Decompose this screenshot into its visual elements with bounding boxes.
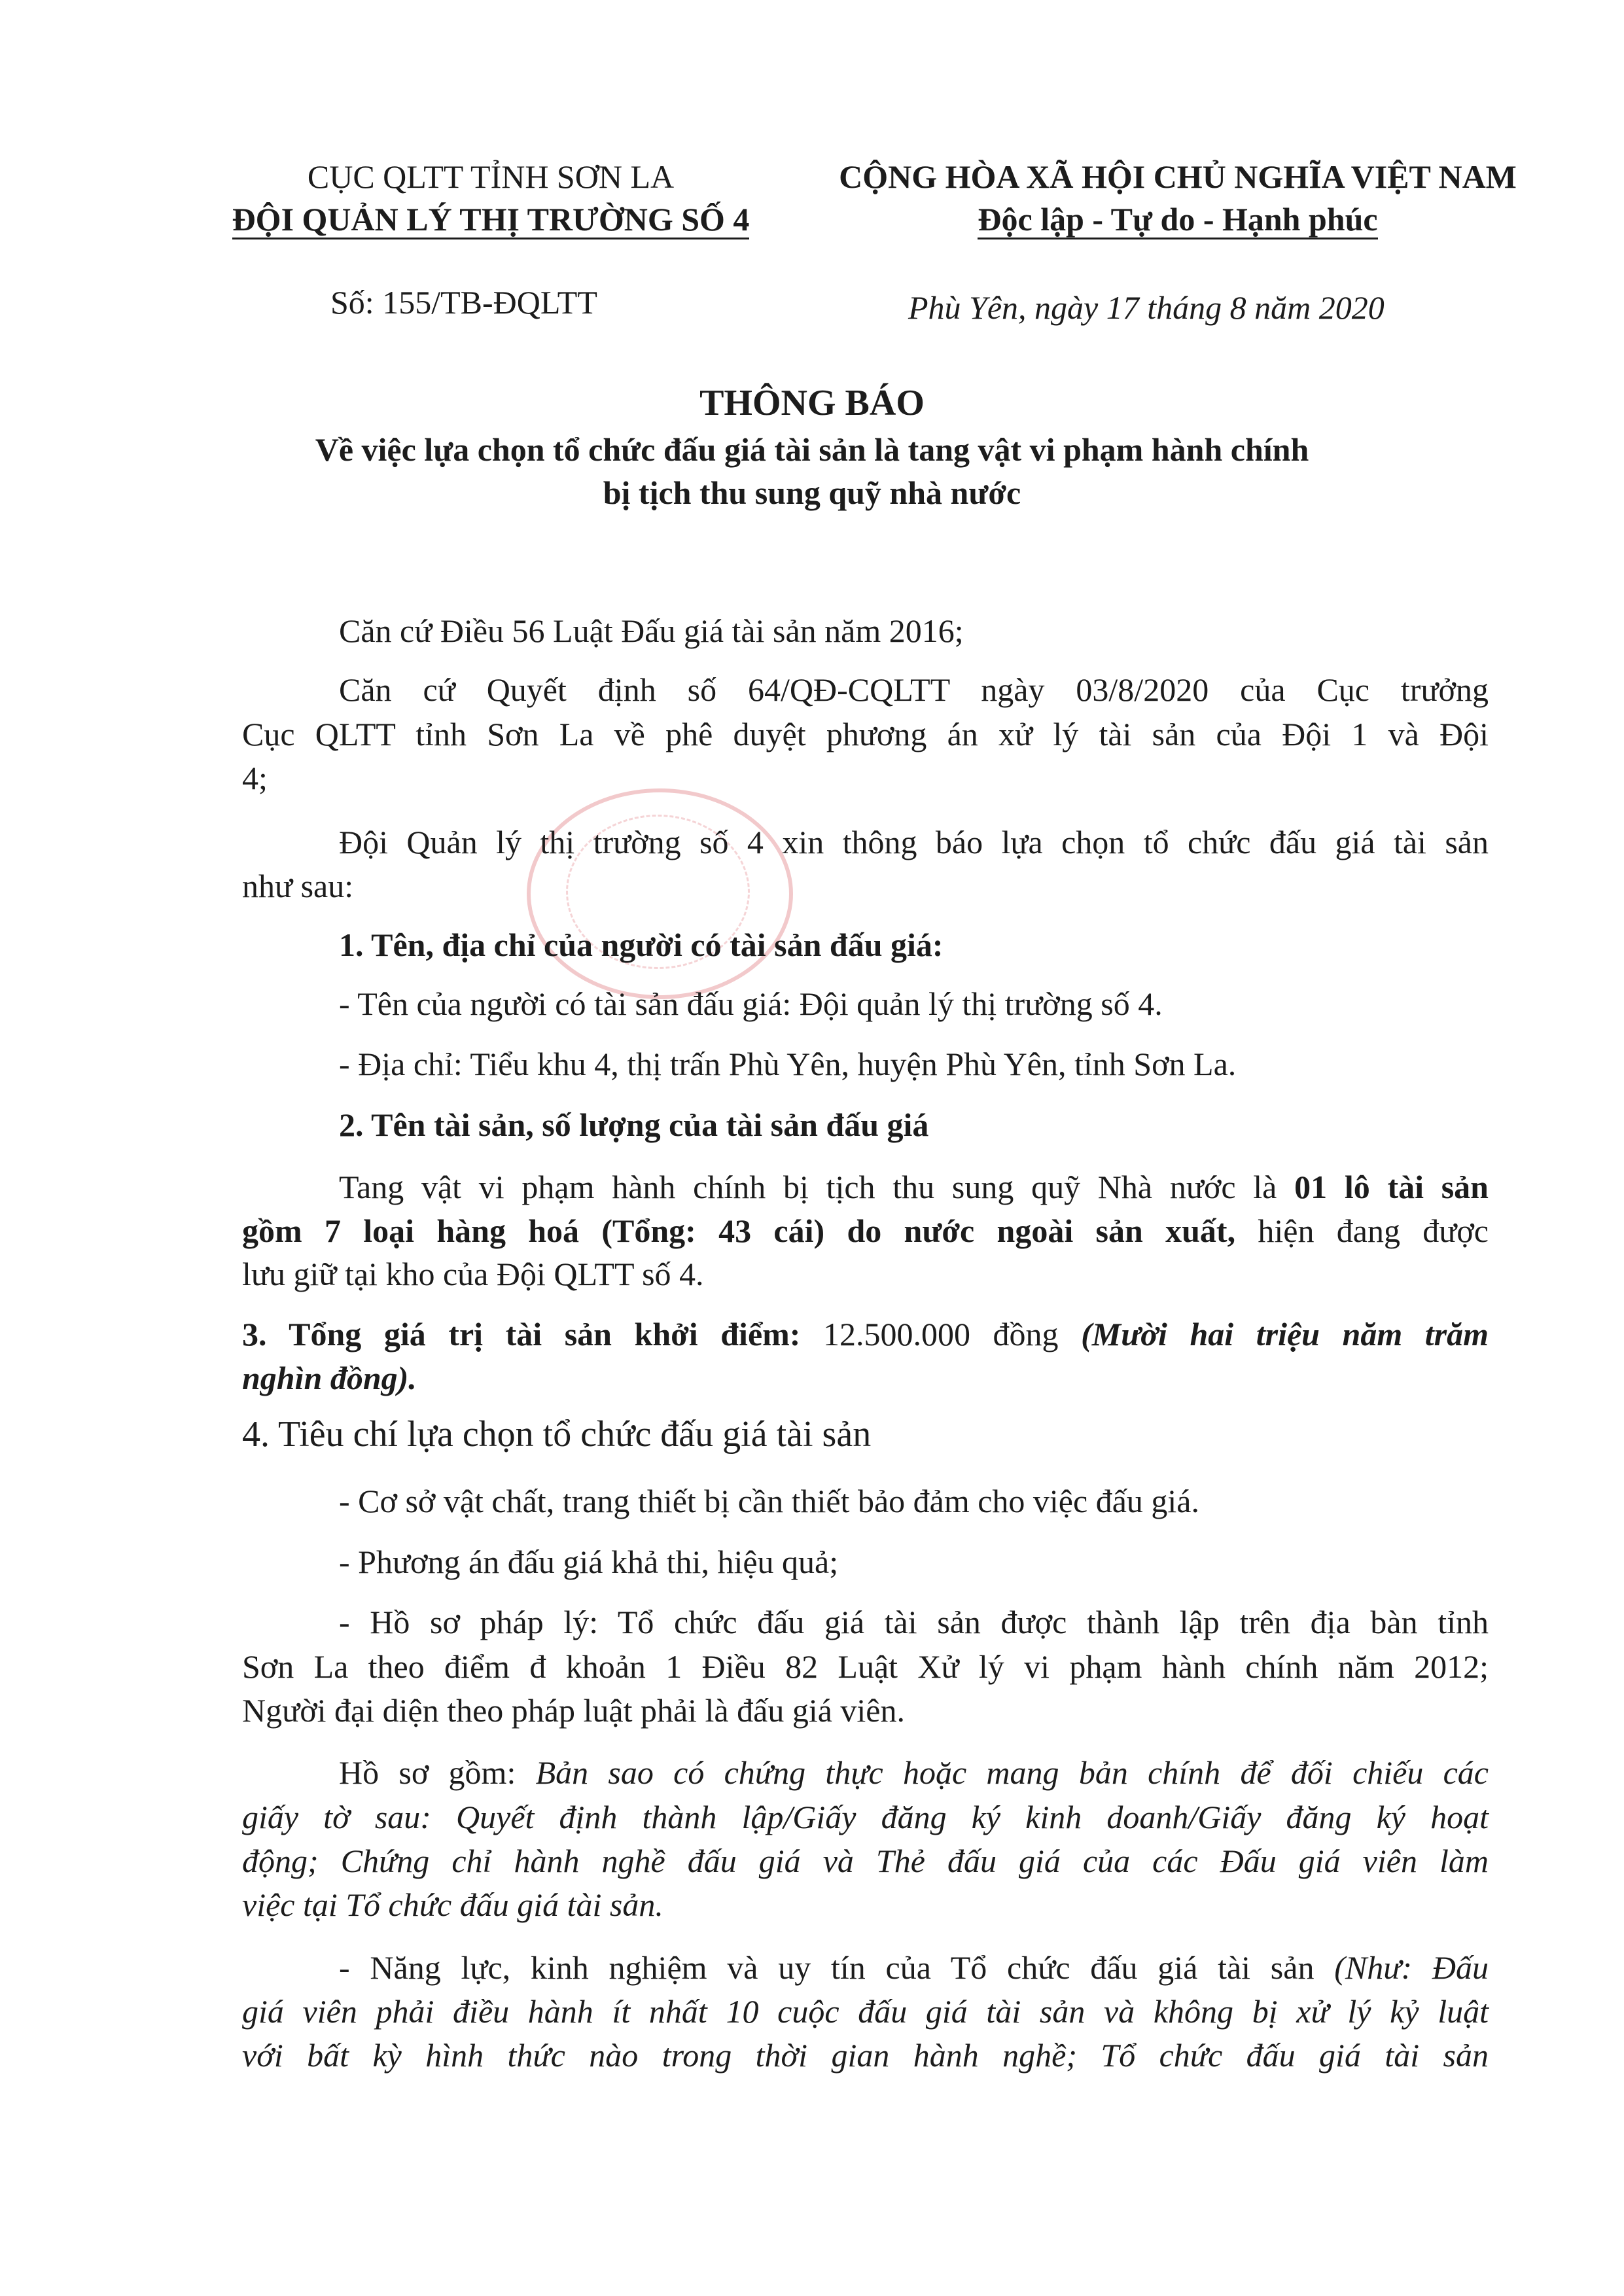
notice-line2: như sau: [242, 868, 354, 904]
motto [802, 200, 1554, 239]
legal-basis-2-line1: Căn cứ Quyết định số 64/QĐ-CQLTT ngày 03/8/2020 của Cục trưởng [339, 671, 1489, 708]
notice-line1: Đội Quản lý thị trường số 4 xin thông báo lựa chọn tổ chức đấu giá tài sản [339, 824, 1489, 860]
dossier-label: Hồ sơ gồm: [339, 1754, 536, 1791]
starting-price-label: 3. Tổng giá trị tài sản khởi điểm: [242, 1316, 801, 1352]
starting-price-line2: nghìn đồng). [242, 1360, 417, 1396]
section-1-heading: 1. Tên, địa chỉ của người có tài sản đấu giá: [339, 927, 944, 963]
asset-goods: gồm 7 loại hàng hoá (Tổng: 43 cái) do nước ngoài sản xuất, [242, 1212, 1236, 1249]
legal-basis-1: Căn cứ Điều 56 Luật Đấu giá tài sản năm 2016; [339, 612, 964, 649]
criterion-legal-line2: Sơn La theo điểm đ khoản 1 Điều 82 Luật Xử lý vi phạm hành chính năm 2012; [242, 1648, 1489, 1685]
document-subtitle-line1: Về việc lựa chọn tổ chức đấu giá tài sản là tang vật vi phạm hành chính [315, 431, 1309, 468]
criterion-facilities: - Cơ sở vật chất, trang thiết bị cần thiết bảo đảm cho việc đấu giá. [339, 1483, 1199, 1519]
criterion-legal-line3: Người đại diện theo pháp luật phải là đấu giá viên. [242, 1692, 905, 1729]
dossier-line4: việc tại Tổ chức đấu giá tài sản. [242, 1886, 663, 1923]
criterion-capacity-example: (Như: Đấu [1334, 1949, 1489, 1986]
asset-description-line2 [242, 1212, 1489, 1250]
criterion-plan: - Phương án đấu giá khả thi, hiệu quả; [339, 1544, 839, 1580]
dossier-line1 [242, 1754, 1489, 1792]
country-name: CỘNG HÒA XÃ HỘI CHỦ NGHĨA VIỆT NAM [839, 158, 1517, 195]
section-4-heading: 4. Tiêu chí lựa chọn tổ chức đấu giá tài sản [242, 1414, 872, 1455]
unit-name [196, 200, 785, 239]
starting-price-value: 12.500.000 đồng [800, 1316, 1082, 1352]
legal-basis-2-line3: 4; [242, 760, 268, 796]
unit-name-text: ĐỘI QUẢN LÝ THỊ TRƯỜNG SỐ 4 [232, 201, 750, 239]
starting-price-line1 [242, 1315, 1489, 1353]
owner-name: - Tên của người có tài sản đấu giá: Đội quản lý thị trường số 4. [339, 985, 1163, 1022]
document-title: THÔNG BÁO [699, 383, 925, 423]
criterion-capacity-line3: với bất kỳ hình thức nào trong thời gian hành nghề; Tổ chức đấu giá tài sản [242, 2037, 1489, 2074]
dossier-line3: động; Chứng chỉ hành nghề đấu giá và Thẻ đấu giá của các Đấu giá viên làm [242, 1843, 1489, 1879]
legal-basis-2-line2: Cục QLTT tỉnh Sơn La về phê duyệt phương án xử lý tài sản của Đội 1 và Đội [242, 716, 1489, 752]
agency-name: CỤC QLTT TỈNH SƠN LA [307, 158, 675, 195]
criterion-legal-line1: - Hồ sơ pháp lý: Tổ chức đấu giá tài sản được thành lập trên địa bàn tỉnh [339, 1604, 1489, 1640]
criterion-capacity-text: - Năng lực, kinh nghiệm và uy tín của Tổ chức đấu giá tài sản [339, 1949, 1335, 1986]
asset-description-line3: lưu giữ tại kho của Đội QLTT số 4. [242, 1256, 704, 1292]
dossier-line2: giấy tờ sau: Quyết định thành lập/Giấy đăng ký kinh doanh/Giấy đăng ký hoạt [242, 1799, 1489, 1835]
asset-description-line1 [242, 1168, 1489, 1206]
starting-price-words: (Mười hai triệu năm trăm [1081, 1316, 1489, 1352]
dossier-text: Bản sao có chứng thực hoặc mang bản chính để đối chiếu các [535, 1754, 1489, 1791]
asset-description-text: Tang vật vi phạm hành chính bị tịch thu sung quỹ Nhà nước là [339, 1169, 1295, 1205]
document-number: Số: 155/TB-ĐQLTT [330, 284, 597, 321]
section-2-heading: 2. Tên tài sản, số lượng của tài sản đấu giá [339, 1106, 929, 1143]
document-subtitle-line2: bị tịch thu sung quỹ nhà nước [603, 474, 1021, 511]
place-date: Phù Yên, ngày 17 tháng 8 năm 2020 [908, 289, 1385, 326]
criterion-capacity-line1 [242, 1949, 1489, 1987]
owner-address: - Địa chỉ: Tiểu khu 4, thị trấn Phù Yên, huyện Phù Yên, tỉnh Sơn La. [339, 1046, 1237, 1082]
asset-storage-text: hiện đang được [1235, 1212, 1489, 1249]
motto-text: Độc lập - Tự do - Hạnh phúc [978, 201, 1377, 239]
asset-lot: 01 lô tài sản [1294, 1169, 1489, 1205]
criterion-capacity-line2: giá viên phải điều hành ít nhất 10 cuộc đấu giá tài sản và không bị xử lý kỷ luật [242, 1993, 1489, 2030]
